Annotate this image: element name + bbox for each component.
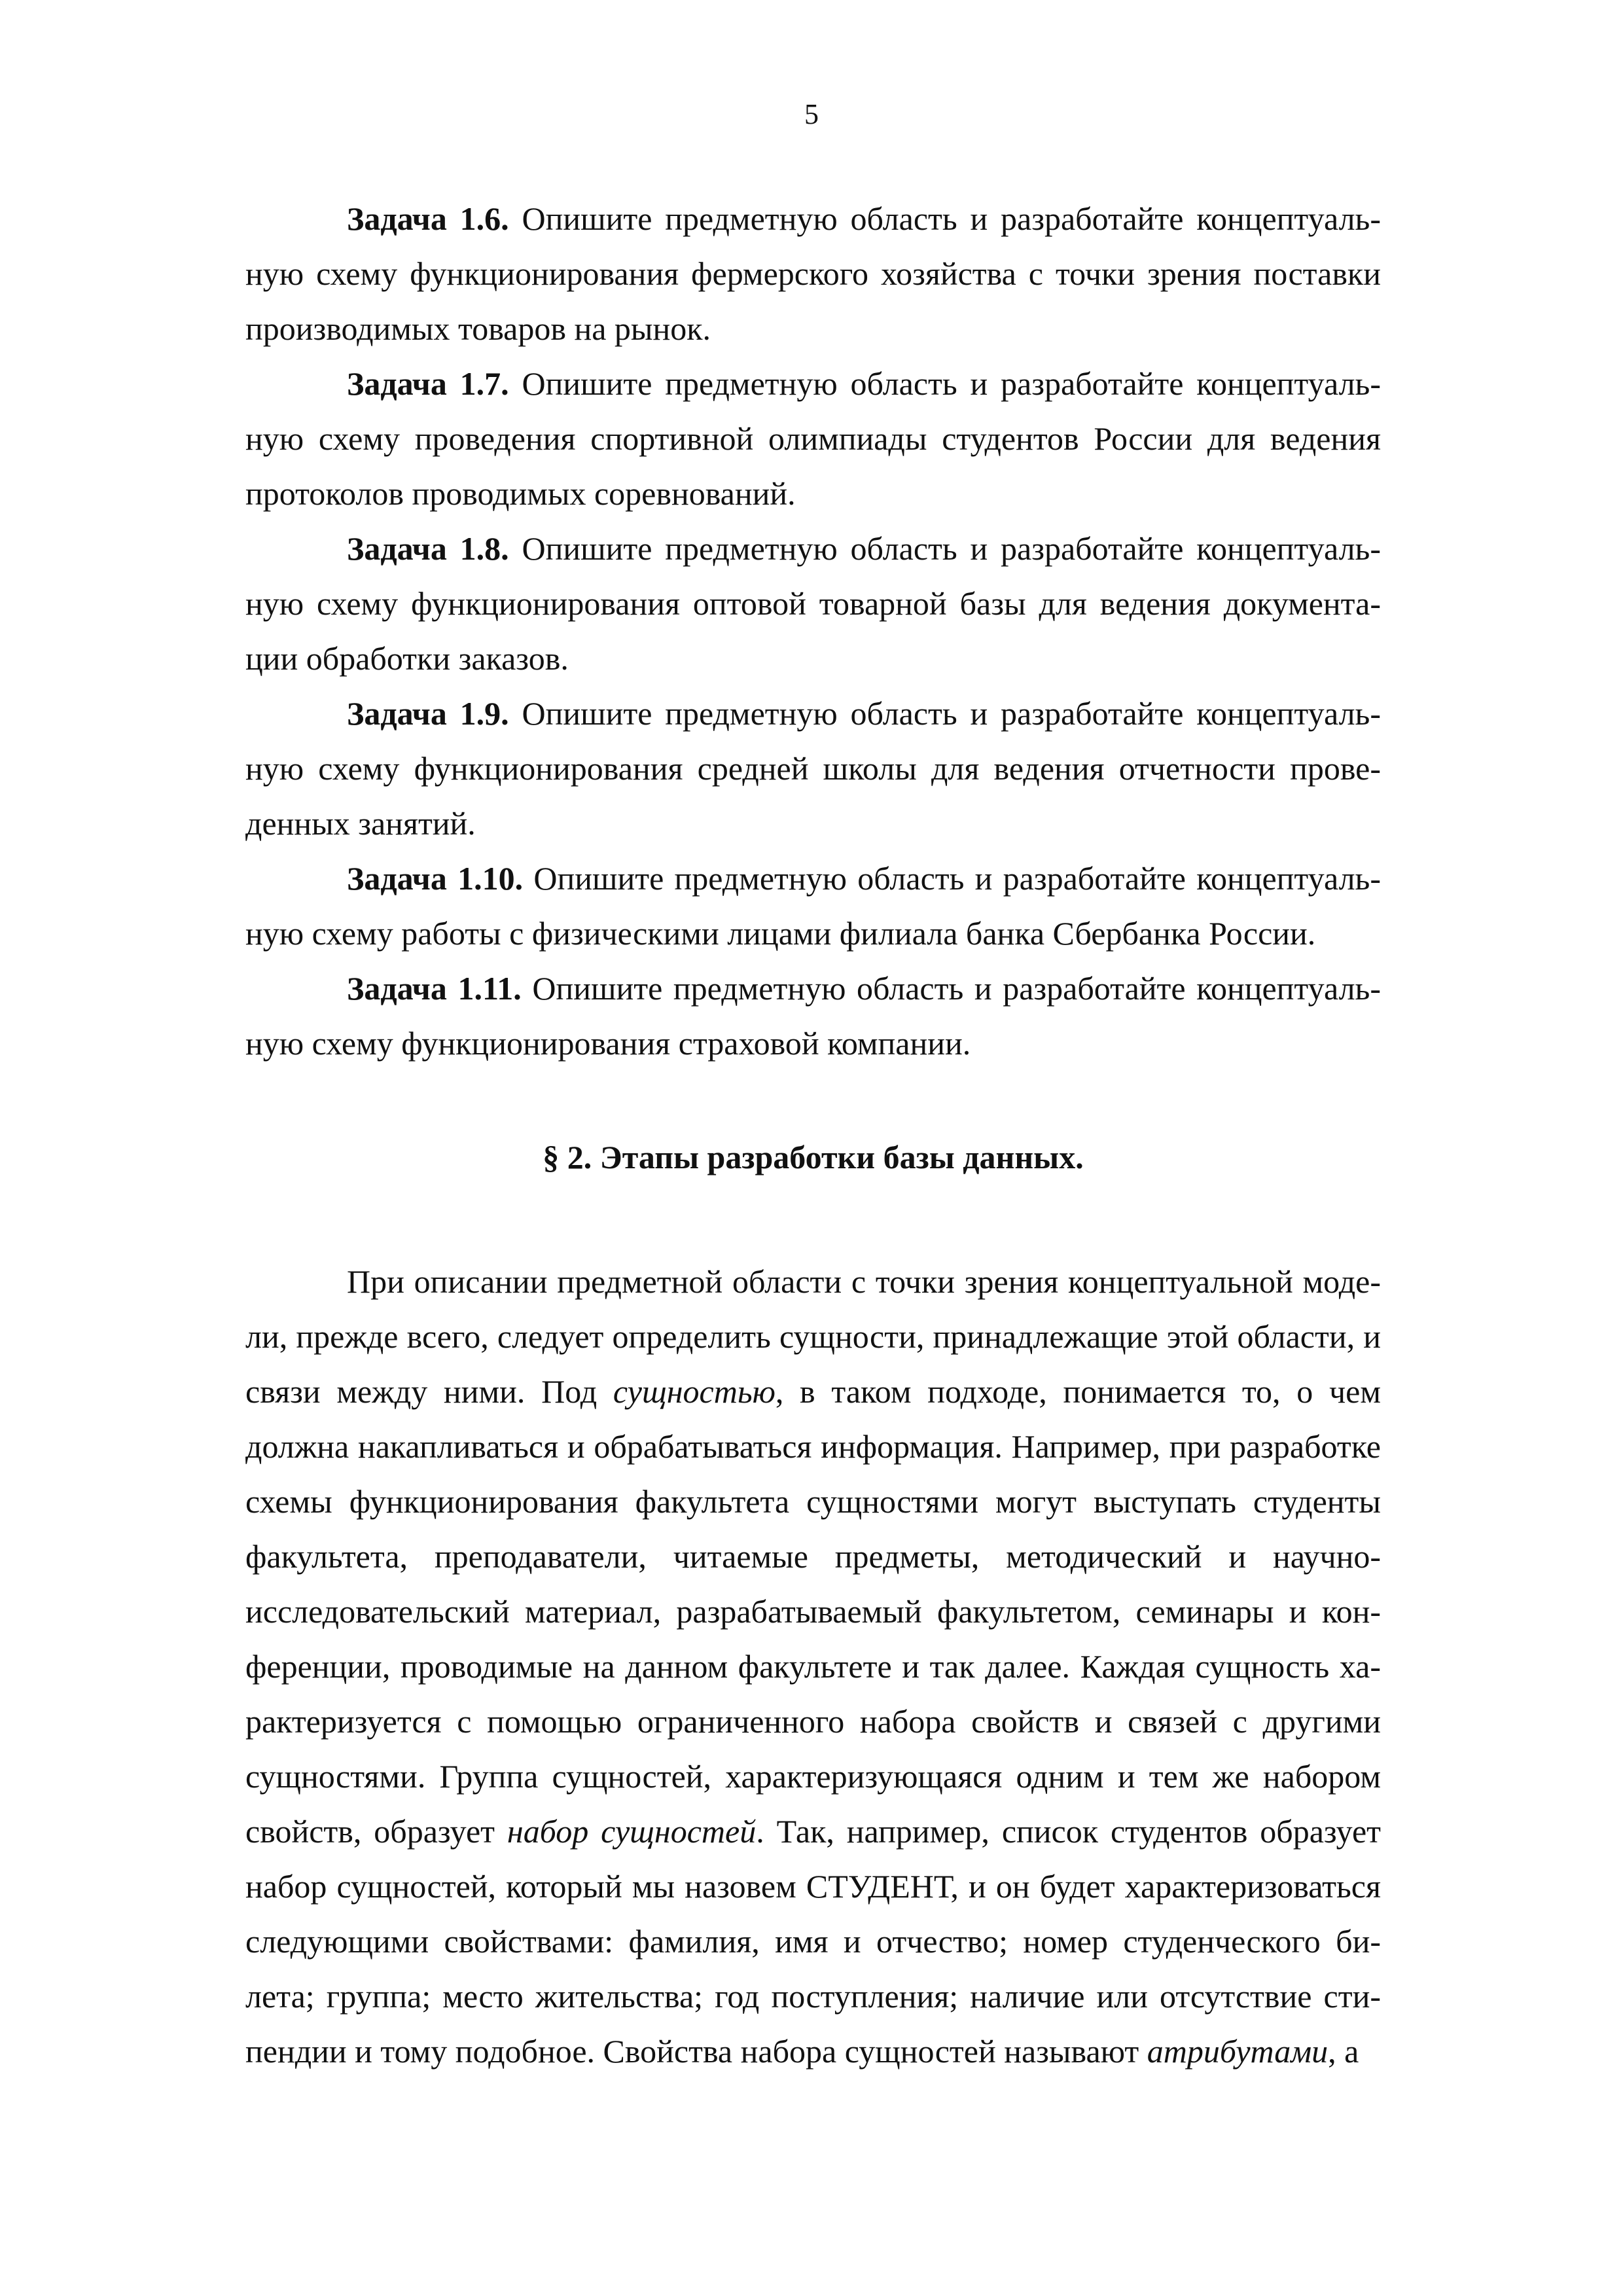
body-text: . Так, например, список студентов образует набор сущностей, который мы назовем СТУДЕНТ, и он будет характеризоваться следующими свойствами: фамилия, имя и отчество; номер студенческого билета; группа; место жительства; год поступления; наличие или отсутствие стипендии и тому подобное. Свойства набора сущностей называют — [245, 1813, 1381, 2070]
task-text: Опишите предметную область и разработайте концептуальную схему проведения спортивной олимпиады студентов России для ведения протоколов проводимых соревнований. — [245, 365, 1382, 512]
task-paragraph — [245, 356, 1381, 521]
task-text: Опишите предметную область и разработайте концептуальную схему работы с физическими лицами филиала банка Сбербанка России. — [245, 860, 1382, 952]
task-paragraph — [245, 521, 1381, 686]
body-text: , в таком подходе, понимается то, о чем должна накапливаться и обрабатываться информация. Например, при разработке схемы функционирования факультета сущностями могут выступать студенты факультета, преподаватели, читаемые предметы, методический и научно-исследовательский материал, разрабатываемый факультетом, семинары и конференции, проводимые на данном факультете и так далее. Каждая сущность характеризуется с помощью ограниченного набора свойств и связей с другими сущностями. Группа сущностей, характеризующаяся одним и тем же набором свойств, образует — [245, 1373, 1381, 1850]
task-text: Опишите предметную область и разработайте концептуальную схему функционирования средней школы для ведения отчетности проведенных занятий. — [245, 695, 1382, 842]
task-label: Задача 1.6. — [347, 200, 509, 237]
task-label: Задача 1.11. — [347, 970, 522, 1007]
task-paragraph — [245, 851, 1381, 961]
task-label: Задача 1.7. — [347, 365, 509, 402]
section-heading: § 2. Этапы разработки базы данных. — [543, 1139, 1084, 1175]
task-text: Опишите предметную область и разработайте концептуальную схему функционирования страховой компании. — [245, 970, 1382, 1062]
task-label: Задача 1.10. — [347, 860, 524, 897]
term-attributes: атрибутами — [1147, 2033, 1329, 2070]
task-paragraph — [245, 961, 1381, 1071]
task-paragraph — [245, 686, 1381, 851]
body-text: При описании предметной области с точки зрения концептуальной модели, прежде всего, следует определить сущности, принадлежащие этой области, и связи между ними. Под — [245, 1263, 1381, 1410]
page-number: 5 — [804, 98, 819, 130]
page-content — [245, 191, 1381, 2079]
task-paragraph — [245, 191, 1381, 356]
body-text: , а — [1328, 2033, 1359, 2070]
term-essence: сущностью — [613, 1373, 776, 1410]
task-text: Опишите предметную область и разработайте концептуальную схему функционирования фермерского хозяйства с точки зрения поставки производимых товаров на рынок. — [245, 200, 1382, 347]
task-label: Задача 1.9. — [347, 695, 509, 732]
task-label: Задача 1.8. — [347, 530, 509, 567]
task-text: Опишите предметную область и разработайте концептуальную схему функционирования оптовой товарной базы для ведения документации обработки заказов. — [245, 530, 1382, 677]
term-entity-set: набор сущностей — [507, 1813, 757, 1850]
body-paragraph — [245, 1254, 1381, 2079]
